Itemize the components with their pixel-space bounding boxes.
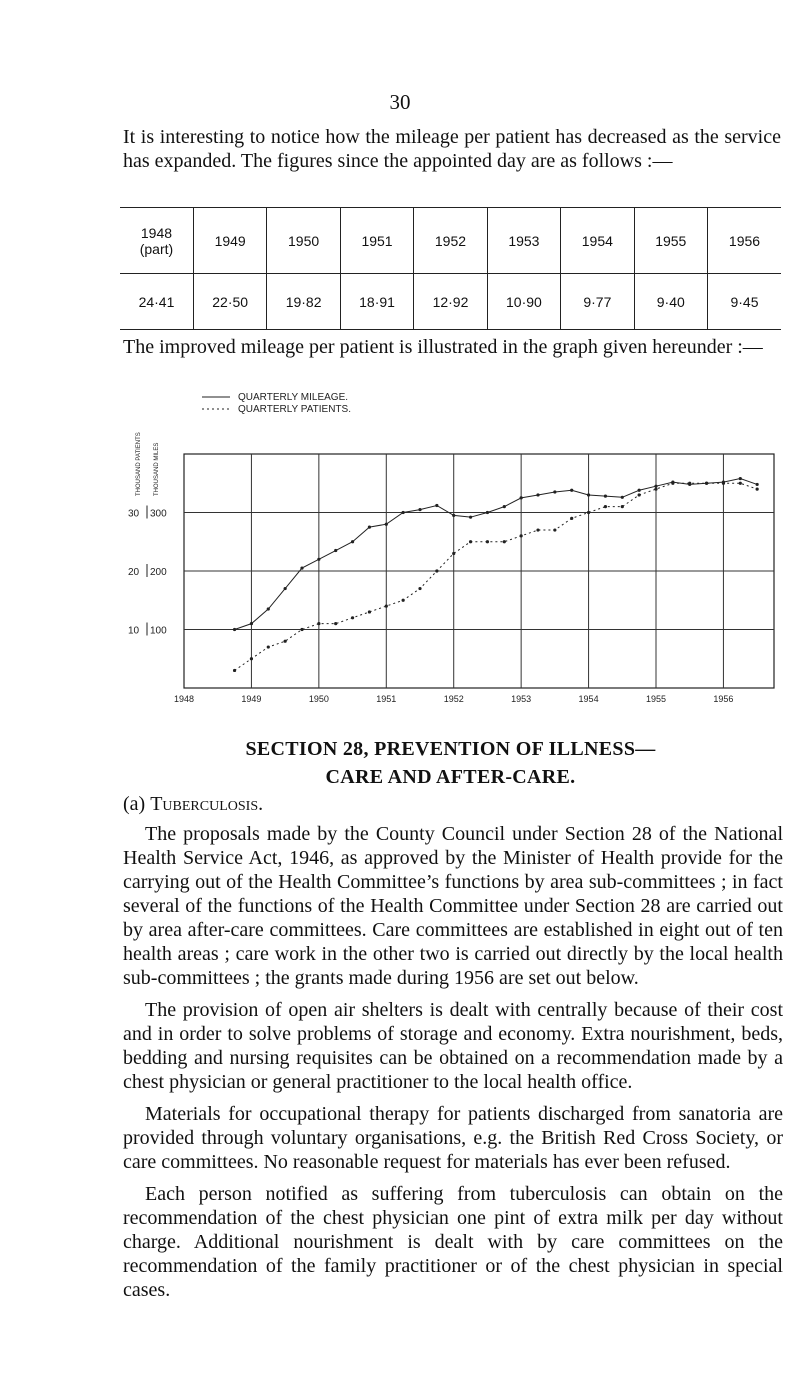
table-cell: 9·45 xyxy=(708,274,782,330)
sub-heading xyxy=(123,793,263,816)
data-point-patients xyxy=(654,488,657,491)
legend-label-mileage: QUARTERLY MILEAGE. xyxy=(238,392,349,403)
data-point-patients xyxy=(503,540,506,543)
data-point-mileage xyxy=(570,489,573,492)
data-point-mileage xyxy=(368,526,371,529)
data-point-patients xyxy=(671,482,674,485)
data-point-patients xyxy=(739,482,742,485)
table-cell: 19·82 xyxy=(267,274,340,330)
y-tick-label-right: 100 xyxy=(150,625,167,637)
graph-intro-paragraph: The improved mileage per patient is illustrated in the graph given hereunder :— xyxy=(123,336,763,358)
intro-paragraph: It is interesting to notice how the mileage per patient has decreased as the service has expanded. The figures since the appointed day are as follows :— xyxy=(123,126,781,172)
table-cell: 9·77 xyxy=(561,274,634,330)
data-point-patients xyxy=(334,622,337,625)
x-tick-label: 1949 xyxy=(241,694,262,704)
data-point-mileage xyxy=(284,587,287,590)
x-tick-label: 1951 xyxy=(376,694,397,704)
data-point-patients xyxy=(418,587,421,590)
body-paragraph: The proposals made by the County Council under Section 28 of the National Health Service Act, 1946, as approved by the Minister of Health provide for the carrying out of the Health Committee’s functions by area sub-committees ; in fact several of the functions of the Health Committee under Section 28 are carried out by area after-care committees. Care committees are established in eight out of ten health areas ; care work in the other two is carried out directly by the local health sub-committees ; the grants made during 1956 are set out below. xyxy=(123,823,783,989)
data-point-patients xyxy=(402,599,405,602)
mileage-patients-chart xyxy=(120,388,780,718)
data-point-patients xyxy=(520,534,523,537)
table-header-cell: 1951 xyxy=(340,208,413,274)
section-heading-line: SECTION 28, PREVENTION OF ILLNESS— xyxy=(245,738,656,760)
table-cell: 22·50 xyxy=(193,274,266,330)
data-point-mileage xyxy=(469,516,472,519)
data-point-patients xyxy=(233,669,236,672)
data-point-mileage xyxy=(233,628,236,631)
y-tick-label-right: 300 xyxy=(150,508,167,520)
data-point-mileage xyxy=(385,523,388,526)
data-point-patients xyxy=(722,482,725,485)
data-point-mileage xyxy=(402,511,405,514)
data-point-mileage xyxy=(486,511,489,514)
body-paragraph: The provision of open air shelters is dealt with centrally because of their cost and in order to solve problems of storage and economy. Extra nourishment, beds, bedding and nursing requisites can be obtained on a recommendation made by a chest physician or general practitioner to the local health office. xyxy=(123,999,783,1093)
data-point-mileage xyxy=(638,489,641,492)
legend-label-patients: QUARTERLY PATIENTS. xyxy=(238,404,351,415)
data-point-mileage xyxy=(553,490,556,493)
data-point-patients xyxy=(284,640,287,643)
data-point-patients xyxy=(756,488,759,491)
x-tick-label: 1954 xyxy=(578,694,599,704)
data-point-mileage xyxy=(756,483,759,486)
sub-heading-title: Tuberculosis. xyxy=(150,793,264,815)
data-point-mileage xyxy=(418,508,421,511)
x-tick-label: 1948 xyxy=(173,694,195,704)
y-axis-header-miles: THOUSAND MILES xyxy=(154,442,160,496)
table-header-cell: 1952 xyxy=(414,208,487,274)
data-point-patients xyxy=(570,517,573,520)
table-header-cell: 1953 xyxy=(487,208,560,274)
table-cell: 10·90 xyxy=(487,274,560,330)
data-point-mileage xyxy=(536,493,539,496)
series-line-patients xyxy=(235,483,758,670)
data-point-patients xyxy=(638,493,641,496)
data-point-patients xyxy=(536,528,539,531)
x-tick-label: 1950 xyxy=(308,694,329,704)
table-cell: 9·40 xyxy=(634,274,707,330)
data-point-mileage xyxy=(520,496,523,499)
x-tick-label: 1956 xyxy=(713,694,734,704)
data-point-mileage xyxy=(300,566,303,569)
table-header-cell: 1956 xyxy=(708,208,782,274)
y-tick-label-left: 20 xyxy=(128,567,140,578)
y-tick-label-left: 30 xyxy=(128,508,140,520)
table-header-cell: 1948 (part) xyxy=(120,208,193,274)
section-heading xyxy=(120,735,781,791)
x-tick-label: 1953 xyxy=(511,694,532,704)
table-cell: 12·92 xyxy=(414,274,487,330)
data-point-mileage xyxy=(452,514,455,517)
data-point-mileage xyxy=(351,540,354,543)
data-point-patients xyxy=(621,505,624,508)
data-point-mileage xyxy=(267,607,270,610)
series-line-mileage xyxy=(235,479,758,630)
data-point-patients xyxy=(688,482,691,485)
table-header-cell: 1949 xyxy=(193,208,266,274)
data-point-patients xyxy=(317,622,320,625)
mileage-table xyxy=(120,207,781,330)
data-point-mileage xyxy=(250,622,253,625)
table-row xyxy=(120,274,781,330)
data-point-patients xyxy=(435,569,438,572)
data-point-patients xyxy=(587,511,590,514)
data-point-mileage xyxy=(435,504,438,507)
data-point-patients xyxy=(368,610,371,613)
data-point-mileage xyxy=(317,558,320,561)
table-cell: 18·91 xyxy=(340,274,413,330)
data-point-patients xyxy=(486,540,489,543)
data-point-mileage xyxy=(604,495,607,498)
data-point-patients xyxy=(469,540,472,543)
page-number: 30 xyxy=(389,90,411,114)
data-point-mileage xyxy=(621,496,624,499)
data-point-mileage xyxy=(739,477,742,480)
section-heading-line: CARE AND AFTER-CARE. xyxy=(325,766,576,788)
y-tick-label-left: 10 xyxy=(128,625,140,637)
body-text xyxy=(123,822,783,1310)
table-cell: 24·41 xyxy=(120,274,193,330)
data-point-patients xyxy=(351,616,354,619)
data-point-mileage xyxy=(654,485,657,488)
data-point-patients xyxy=(300,628,303,631)
body-paragraph: Each person notified as suffering from tuberculosis can obtain on the recommendation of the chest physician one pint of extra milk per day without charge. Additional nourishment is dealt with by care committees on the recommendation of the family practitioner or of the chest physician in special cases. xyxy=(123,1183,783,1301)
table-header-cell: 1954 xyxy=(561,208,634,274)
body-paragraph: Materials for occupational therapy for patients discharged from sanatoria are provided through voluntary organisations, e.g. the British Red Cross Society, or care committees. No reasonable request for materials has ever been refused. xyxy=(123,1103,783,1173)
y-tick-label-right: 200 xyxy=(150,567,167,578)
data-point-patients xyxy=(250,657,253,660)
table-header-row xyxy=(120,208,781,274)
data-point-patients xyxy=(385,605,388,608)
data-point-mileage xyxy=(503,505,506,508)
data-point-patients xyxy=(604,505,607,508)
sub-heading-label: (a) xyxy=(123,793,146,815)
data-point-mileage xyxy=(334,549,337,552)
data-point-patients xyxy=(452,552,455,555)
table-header-cell: 1950 xyxy=(267,208,340,274)
data-point-patients xyxy=(553,528,556,531)
data-point-patients xyxy=(705,482,708,485)
y-axis-header-patients: THOUSAND PATIENTS xyxy=(136,432,142,496)
x-tick-label: 1955 xyxy=(645,694,667,704)
x-tick-label: 1952 xyxy=(443,694,464,704)
table-header-cell: 1955 xyxy=(634,208,707,274)
data-point-mileage xyxy=(587,493,590,496)
data-point-patients xyxy=(267,645,270,648)
